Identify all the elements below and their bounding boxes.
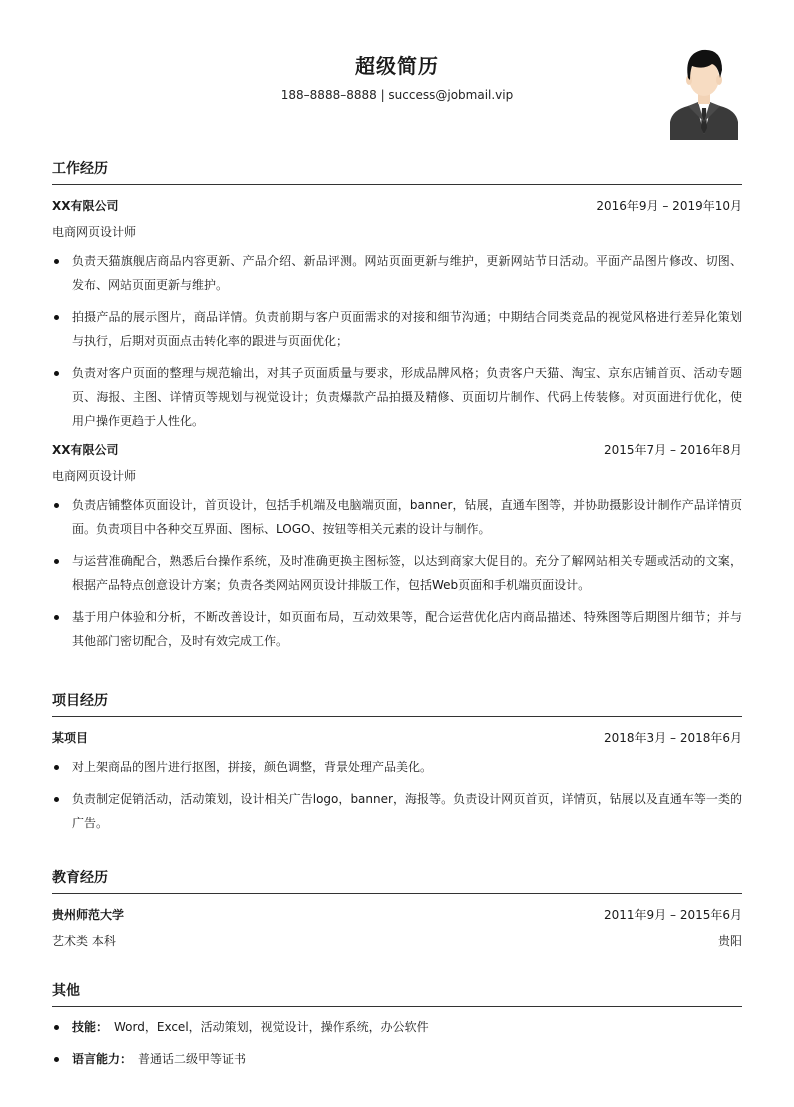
work-bullets [52, 493, 742, 653]
contact-info: 188–8888–8888 | success@jobmail.vip [280, 88, 514, 102]
bullet-item: 负责天猫旗舰店商品内容更新、产品介绍、新品评测。网站页面更新与维护，更新网站节日活动。平面产品图片修改、切图、发布、网站页面更新与维护。 [52, 249, 742, 297]
other-section-title: 其他 [52, 980, 742, 1007]
project-name: 某项目 [52, 731, 89, 745]
bullet-item: 对上架商品的图片进行抠图，拼接，颜色调整，背景处理产品美化。 [52, 755, 742, 779]
company-name: XX有限公司 [52, 199, 119, 213]
work-section [52, 158, 742, 661]
work-section-title: 工作经历 [52, 158, 742, 185]
bullet-item: 与运营准确配合，熟悉后台操作系统，及时准确更换主图标签，以达到商家大促目的。充分了解网站相关专题或活动的文案，根据产品特点创意设计方案；负责各类网站网页设计排版工作，包括Web页面和手机端页面设计。 [52, 549, 742, 597]
school-city: 贵阳 [717, 934, 742, 948]
project-bullets [52, 755, 742, 835]
language-value: 普通话二级甲等证书 [138, 1052, 247, 1066]
education-date: 2011年9月 – 2015年6月 [604, 908, 742, 922]
job-title: 电商网页设计师 [52, 469, 137, 483]
work-date: 2016年9月 – 2019年10月 [596, 199, 742, 213]
skills-item [52, 1015, 742, 1039]
project-section-title: 项目经历 [52, 690, 742, 717]
other-section [52, 980, 742, 1079]
work-date: 2015年7月 – 2016年8月 [604, 443, 742, 457]
degree-major: 艺术类 本科 [52, 934, 116, 948]
language-item [52, 1047, 742, 1071]
work-bullets [52, 249, 742, 433]
bullet-item: 拍摄产品的展示图片，商品详情。负责前期与客户页面需求的对接和细节沟通；中期结合同类竞品的视觉风格进行差异化策划与执行，后期对页面点击转化率的跟进与页面优化； [52, 305, 742, 353]
skills-value: Word，Excel，活动策划，视觉设计，操作系统，办公软件 [114, 1020, 429, 1034]
language-label: 语言能力： [72, 1052, 133, 1066]
other-list [52, 1015, 742, 1071]
resume-name: 超级简历 [355, 54, 439, 78]
job-title: 电商网页设计师 [52, 225, 137, 239]
bullet-item: 负责店铺整体页面设计，首页设计，包括手机端及电脑端页面，banner，钻展，直通车图等，并协助摄影设计制作产品详情页面。负责项目中各种交互界面、图标、LOGO、按钮等相关元素的设计与制作。 [52, 493, 742, 541]
education-section [52, 867, 742, 950]
work-entry-2 [52, 441, 742, 653]
bullet-item: 基于用户体验和分析，不断改善设计，如页面布局，互动效果等，配合运营优化店内商品描述、特殊图等后期图片细节；并与其他部门密切配合，及时有效完成工作。 [52, 605, 742, 653]
education-section-title: 教育经历 [52, 867, 742, 894]
work-entry-1 [52, 197, 742, 433]
company-name: XX有限公司 [52, 443, 119, 457]
school-name: 贵州师范大学 [52, 908, 125, 922]
avatar-icon [668, 44, 740, 140]
bullet-item: 负责对客户页面的整理与规范输出，对其子页面质量与要求，形成品牌风格；负责客户天猫、淘宝、京东店铺首页、活动专题页、海报、主图、详情页等规划与视觉设计；负责爆款产品拍摄及精修、页面切片制作、代码上传装修。对页面进行优化，使用户操作更趋于人性化。 [52, 361, 742, 433]
bullet-item: 负责制定促销活动，活动策划，设计相关广告logo，banner，海报等。负责设计网页首页，详情页，钻展以及直通车等一类的广告。 [52, 787, 742, 835]
skills-label: 技能： [72, 1020, 109, 1034]
project-section [52, 690, 742, 843]
project-date: 2018年3月 – 2018年6月 [604, 731, 742, 745]
